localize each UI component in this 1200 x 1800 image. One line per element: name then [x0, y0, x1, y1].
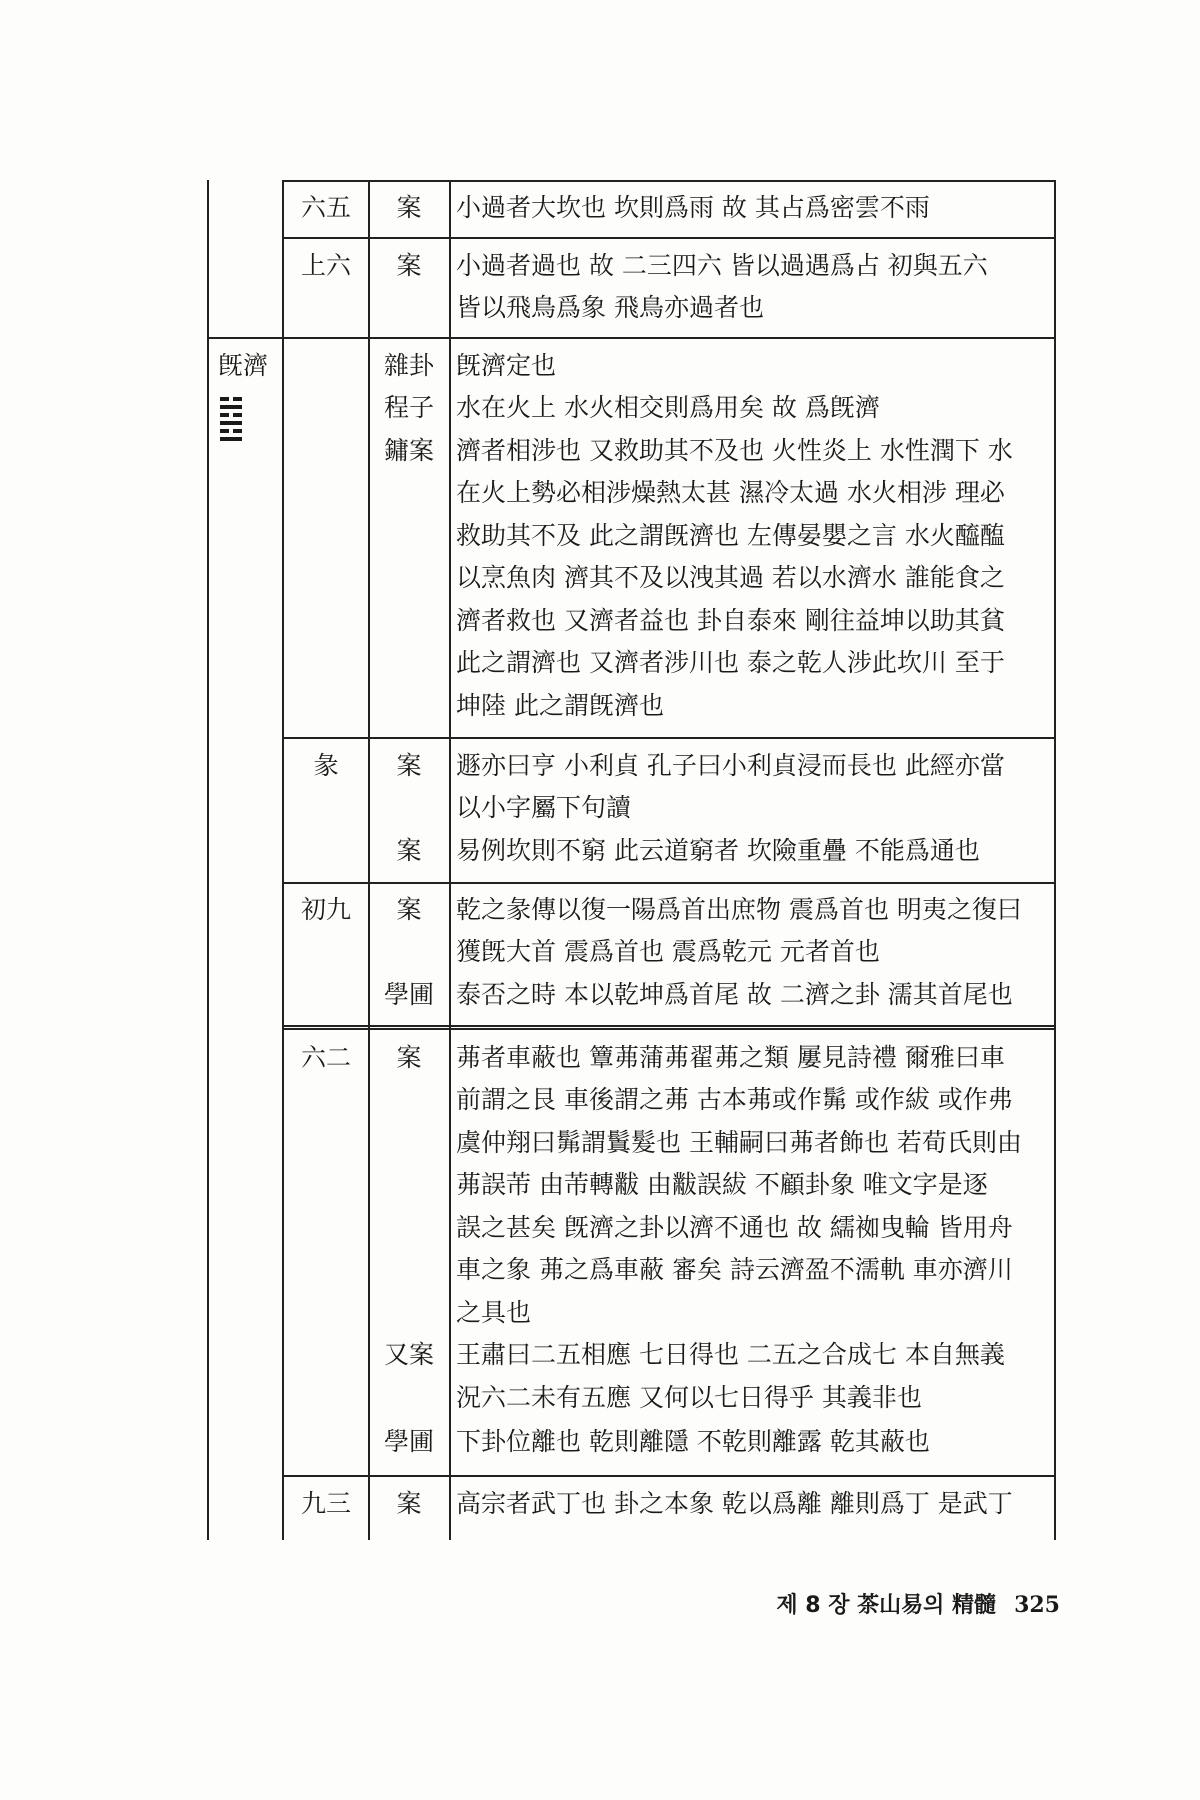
commentary-text: 以烹魚肉 濟其不及以洩其過 若以水濟水 誰能食之: [456, 563, 1005, 592]
table-left-border: [207, 180, 209, 1540]
commentary-text: 誤之甚矣 旣濟之卦以濟不通也 故 繻袽曳輪 皆用舟: [456, 1213, 1013, 1242]
line-label: 九三: [300, 1489, 351, 1518]
line-label: 彖: [313, 751, 339, 780]
commentary-text: 獲旣大首 震爲首也 震爲乾元 元者首也: [456, 937, 880, 966]
commentary-label: 又案: [383, 1340, 434, 1369]
commentary-text: 水在火上 水火相交則爲用矣 故 爲旣濟: [456, 393, 880, 422]
commentary-label: 案: [396, 1043, 422, 1072]
commentary-label: 學圃: [383, 980, 434, 1009]
commentary-text: 乾之彖傳以復一陽爲首出庶物 震爲首也 明夷之復曰: [456, 895, 1022, 924]
jiji-hexagram-icon: [220, 397, 242, 445]
commentary-label: 學圃: [383, 1427, 434, 1456]
commentary-text: 前謂之艮 車後謂之茀 古本茀或作髴 或作紱 或作弗: [456, 1085, 1013, 1114]
line-label: 上六: [300, 251, 351, 280]
row-divider: [282, 1028, 1056, 1030]
line-label: 六五: [300, 193, 351, 222]
commentary-text: 之具也: [456, 1298, 532, 1327]
commentary-text: 濟者相涉也 又救助其不及也 火性炎上 水性潤下 水: [456, 436, 1013, 465]
commentary-text: 下卦位離也 乾則離隱 不乾則離露 乾其蔽也: [456, 1427, 930, 1456]
commentary-text: 以小字屬下句讀: [456, 793, 632, 822]
commentary-label: 雜卦: [383, 351, 434, 380]
commentary-text: 茀誤芾 由芾轉黻 由黻誤紱 不顧卦象 唯文字是逐: [456, 1170, 988, 1199]
commentary-text: 此之謂濟也 又濟者涉川也 泰之乾人涉此坎川 至于: [456, 648, 1005, 677]
commentary-label: 程子: [383, 393, 434, 422]
row-divider: [282, 237, 1056, 239]
row-divider: [282, 1475, 1056, 1477]
commentary-text: 虞仲翔曰髴謂鬒髮也 王輔嗣曰茀者飾也 若荀氏則由: [456, 1128, 1022, 1157]
commentary-text: 皆以飛鳥爲象 飛鳥亦過者也: [456, 293, 764, 322]
commentary-text: 旣濟定也: [456, 351, 557, 380]
row-divider: [282, 1025, 1056, 1027]
chapter-title: 제 8 장 茶山易의 精髓: [776, 1593, 997, 1618]
row-divider: [207, 337, 1056, 339]
commentary-text: 車之象 茀之爲車蔽 審矣 詩云濟盈不濡軌 車亦濟川: [456, 1255, 1013, 1284]
row-divider: [282, 737, 1056, 739]
commentary-text: 救助其不及 此之謂旣濟也 左傳晏嬰之言 水火醯醢: [456, 521, 1005, 550]
commentary-text: 小過者過也 故 二三四六 皆以過遇爲占 初與五六: [456, 251, 988, 280]
commentary-text: 坤陸 此之謂旣濟也: [456, 691, 664, 720]
row-divider: [282, 882, 1056, 884]
commentary-label: 鏞案: [383, 436, 434, 465]
commentary-text: 小過者大坎也 坎則爲雨 故 其占爲密雲不雨: [456, 193, 930, 222]
commentary-text: 濟者救也 又濟者益也 卦自泰來 剛往益坤以助其貧: [456, 606, 1005, 635]
line-label: 六二: [300, 1043, 351, 1072]
commentary-label: 案: [396, 836, 422, 865]
commentary-label: 案: [396, 251, 422, 280]
commentary-text: 易例坎則不窮 此云道窮者 坎險重疊 不能爲通也: [456, 836, 980, 865]
column-divider-2: [368, 180, 370, 1540]
commentary-text: 在火上勢必相涉燥熱太甚 濕冷太過 水火相涉 理必: [456, 478, 1005, 507]
commentary-label: 案: [396, 193, 422, 222]
table-top-border: [282, 180, 1056, 182]
hexagram-name: 旣濟: [218, 351, 269, 380]
commentary-text: 遯亦曰亨 小利貞 孔子曰小利貞浸而長也 此經亦當: [456, 751, 1005, 780]
commentary-text: 泰否之時 本以乾坤爲首尾 故 二濟之卦 濡其首尾也: [456, 980, 1013, 1009]
commentary-label: 案: [396, 895, 422, 924]
commentary-label: 案: [396, 751, 422, 780]
line-label: 初九: [300, 895, 351, 924]
commentary-text: 茀者車蔽也 簟茀蒲茀翟茀之類 屢見詩禮 爾雅曰車: [456, 1043, 1005, 1072]
commentary-text: 王肅曰二五相應 七日得也 二五之合成七 本自無義: [456, 1340, 1005, 1369]
column-divider-3: [449, 180, 451, 1540]
commentary-text: 高宗者武丁也 卦之本象 乾以爲離 離則爲丁 是武丁: [456, 1489, 1013, 1518]
page-footer: [730, 1588, 1060, 1619]
page-number: 325: [1014, 1592, 1060, 1618]
commentary-text: 況六二未有五應 又何以七日得乎 其義非也: [456, 1383, 922, 1412]
commentary-label: 案: [396, 1489, 422, 1518]
